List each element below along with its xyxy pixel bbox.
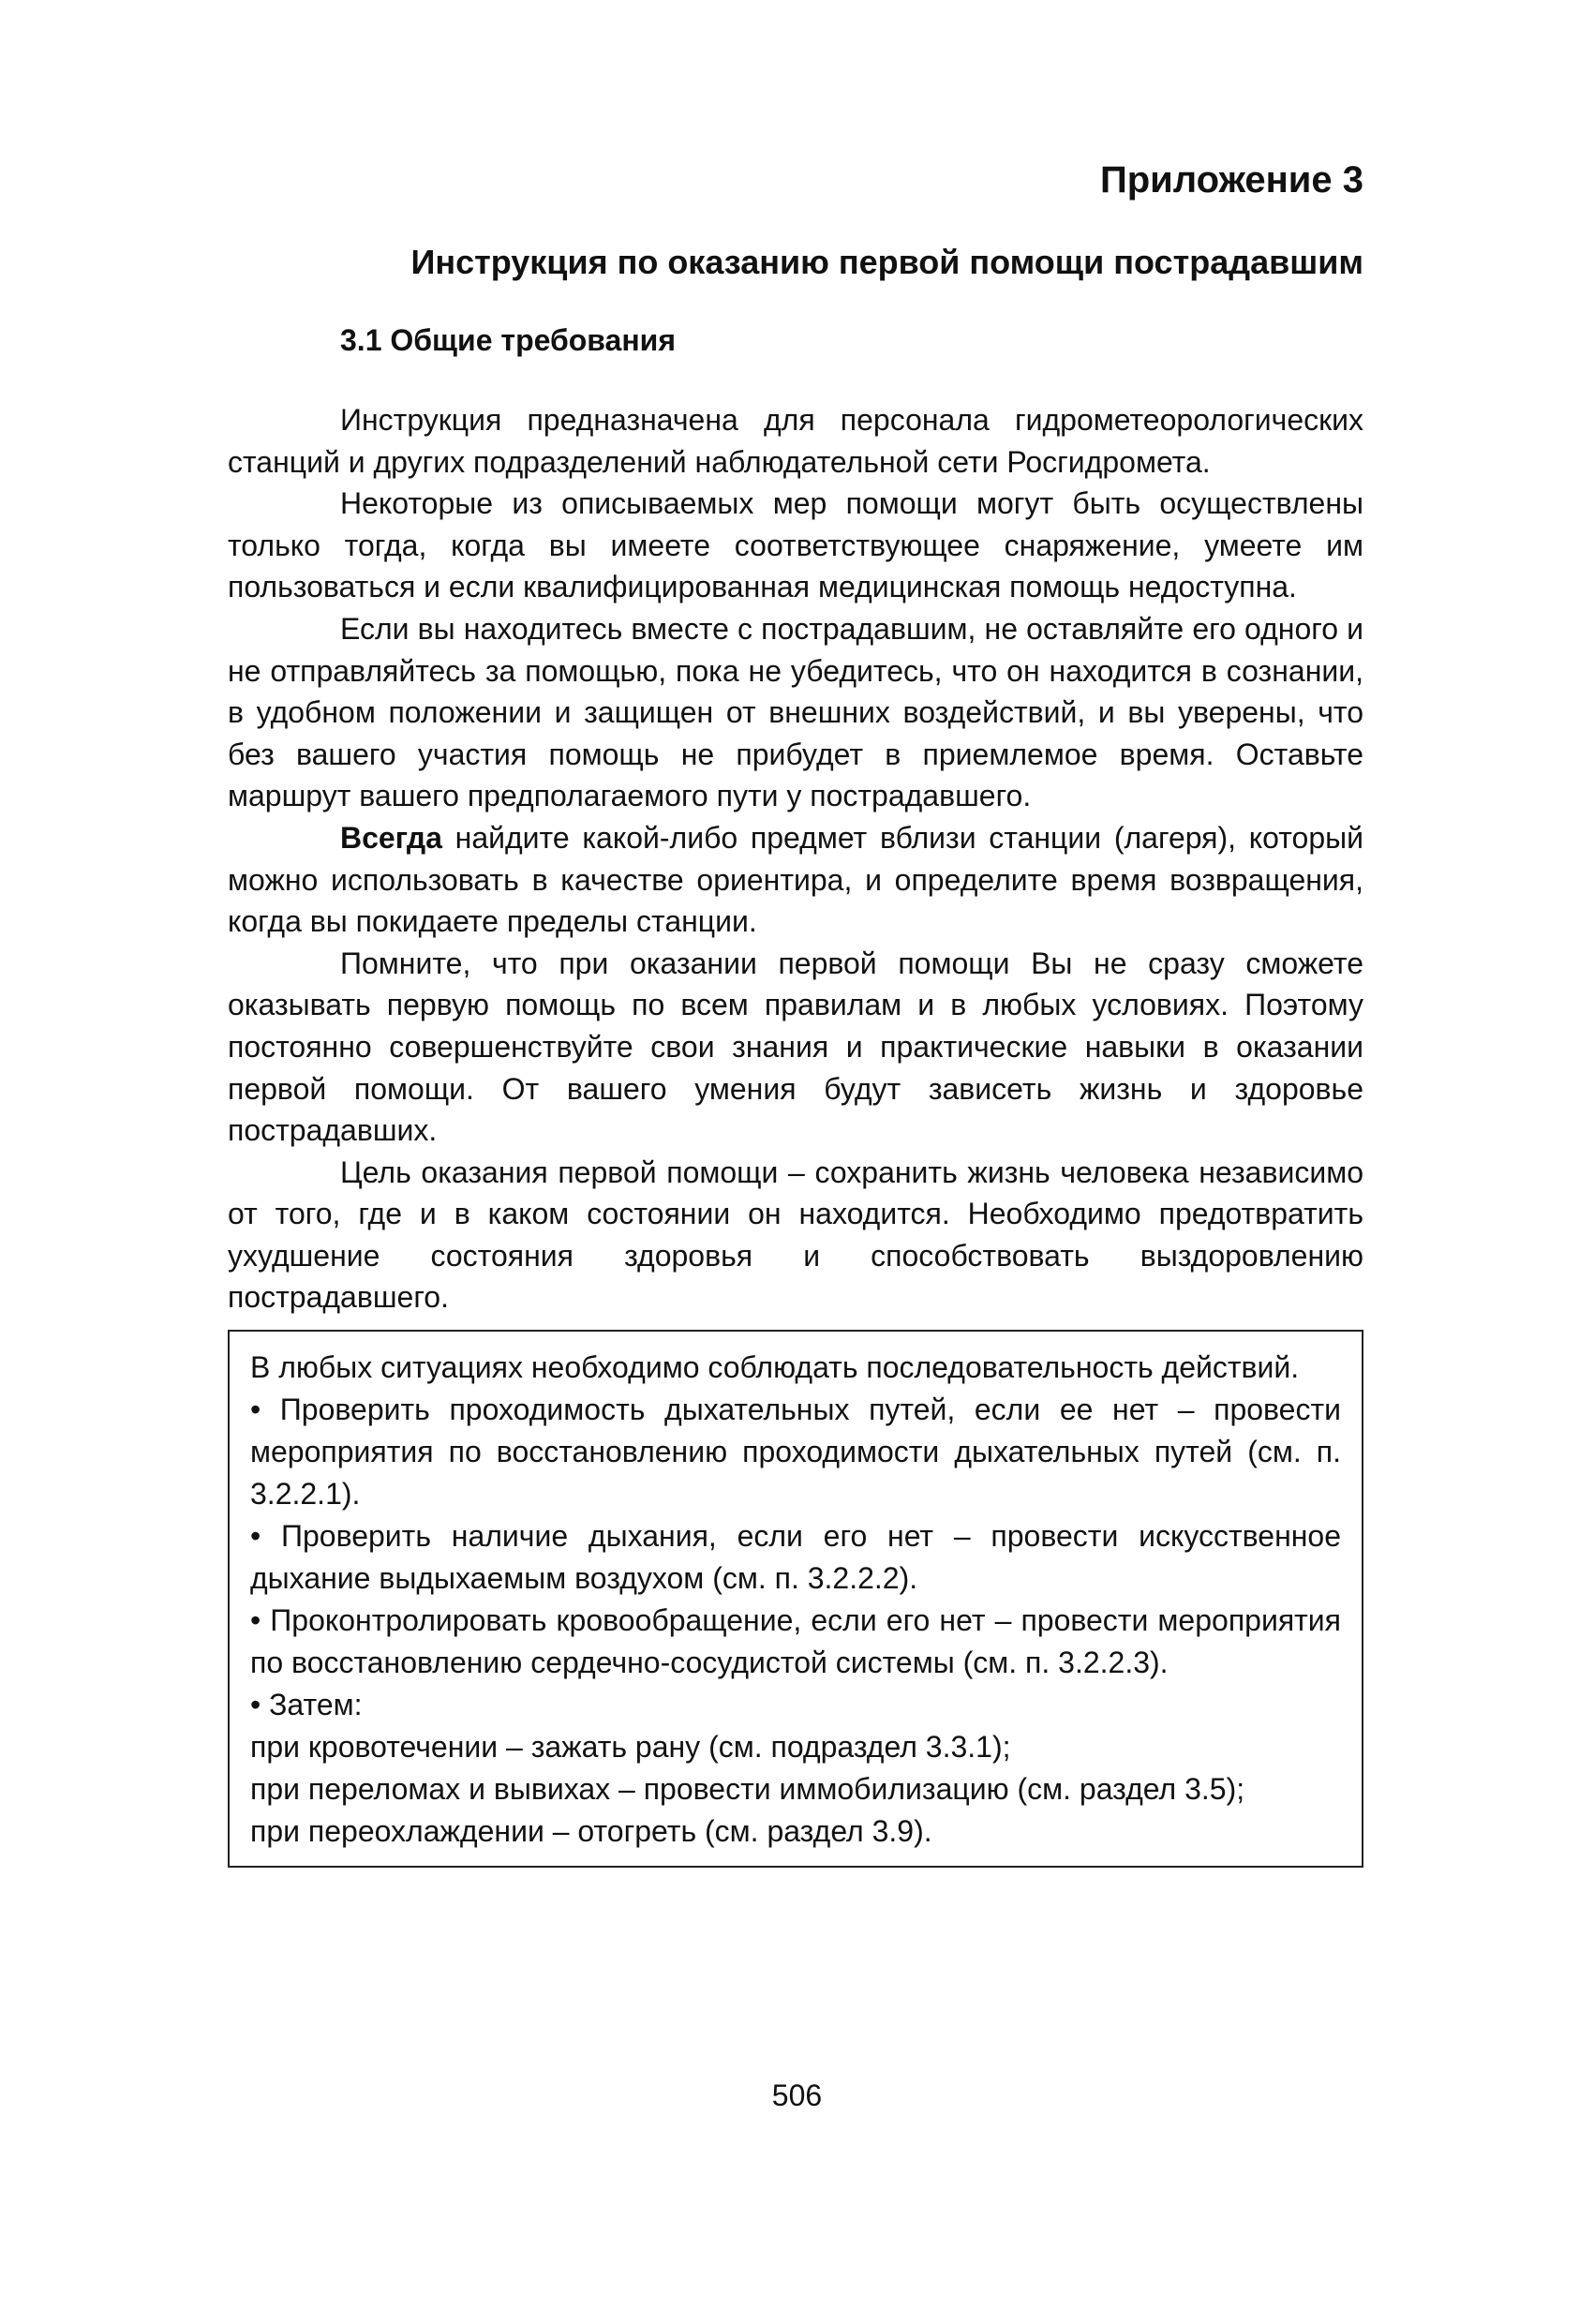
box-line: • Проконтролировать кровообращение, если его нет – провести мероприятия по восстановлению сердечно-сосудистой системы (см. п. 3.2.2.3). <box>250 1603 1341 1680</box>
bold-term: Всегда <box>340 820 442 855</box>
paragraph: Если вы находитесь вместе с пострадавшим, не оставляйте его одного и не отправляйтесь за помощью, пока не убедитесь, что он находится в сознании, в удобном положении и защищен от внешних воздействий, и вы уверены, что без вашего участия помощь не прибудет в приемлемое время. Оставьте маршрут вашего предполагаемого пути у пострадавшего. <box>228 611 1363 813</box>
paragraph: Некоторые из описываемых мер помощи могут быть осуществлены только тогда, когда вы имеете соответствующее снаряжение, умеете им пользоваться и если квалифицированная медицинская помощь недоступна. <box>228 486 1363 604</box>
paragraph <box>228 817 1363 943</box>
box-line: • Проверить наличие дыхания, если его нет – провести искусственное дыхание выдыхаемым воздухом (см. п. 3.2.2.2). <box>250 1519 1341 1596</box>
box-line: • Проверить проходимость дыхательных путей, если ее нет – провести мероприятия по восстановлению проходимости дыхательных путей (см. п. 3.2.2.1). <box>250 1393 1341 1512</box>
action-sequence-box <box>228 1330 1363 1868</box>
appendix-heading: Приложение 3 <box>1100 159 1363 201</box>
box-line: • Затем: <box>250 1688 363 1722</box>
box-line: В любых ситуациях необходимо соблюдать последовательность действий. <box>250 1350 1300 1385</box>
paragraph: Инструкция предназначена для персонала гидрометеорологических станций и других подразделений наблюдательной сети Росгидромета. <box>228 403 1363 479</box>
paragraph-text: найдите какой-либо предмет вблизи станции (лагеря), который можно использовать в качестве ориентира, и определите время возвращения, когда вы покидаете пределы станции. <box>228 820 1363 939</box>
paragraph: Цель оказания первой помощи – сохранить жизнь человека независимо от того, где и в каком состоянии он находится. Необходимо предотвратить ухудшение состояния здоровья и способствовать выздоровлению пострадавшего. <box>228 1155 1363 1315</box>
body-text <box>228 399 1363 1318</box>
paragraph: Помните, что при оказании первой помощи Вы не сразу сможете оказывать первую помощь по всем правилам и в любых условиях. Поэтому постоянно совершенствуйте свои знания и практические навыки в оказании первой помощи. От вашего умения будут зависеть жизнь и здоровье пострадавших. <box>228 946 1363 1148</box>
document-title: Инструкция по оказанию первой помощи пострадавшим <box>410 243 1363 281</box>
box-line: при переохлаждении – отогреть (см. раздел 3.9). <box>250 1814 932 1849</box>
document-page <box>228 141 1363 1868</box>
section-heading: 3.1 Общие требования <box>340 323 677 357</box>
box-line: при кровотечении – зажать рану (см. подраздел 3.3.1); <box>250 1730 1011 1765</box>
box-line: при переломах и вывихах – провести иммобилизацию (см. раздел 3.5); <box>250 1772 1245 1807</box>
page-number: 506 <box>771 2078 823 2112</box>
